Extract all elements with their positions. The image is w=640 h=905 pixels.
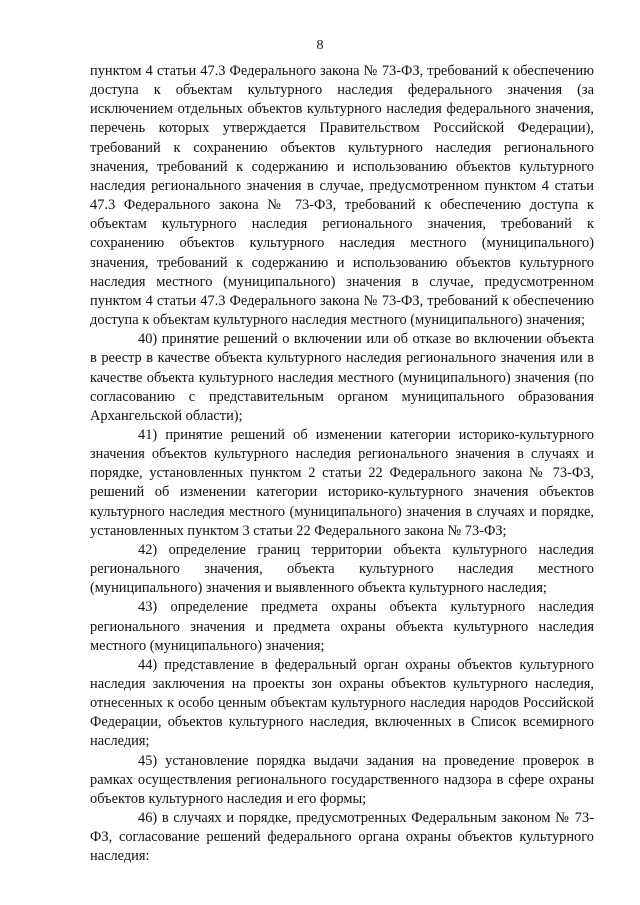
list-item-46: 46) в случаях и порядке, предусмотренных Федеральным законом № 73-ФЗ, согласование решений федерального органа охраны объектов культурного наследия: — [90, 810, 594, 865]
list-item-41: 41) принятие решений об изменении категории историко-культурного значения объектов культурного наследия регионального значения в случаях и порядке, установленных пунктом 2 статьи 22 Федерального закона № 73-ФЗ, решений об изменении категории историко-культурного значения объектов культурного наследия местного (муниципального) значения в случаях и порядке, установленных пунктом 3 статьи 22 Федерального закона № 73-ФЗ; — [90, 426, 594, 539]
list-item-45: 45) установление порядка выдачи задания на проведение проверок в рамках осуществления регионального государственного надзора в сфере охраны объектов культурного наследия и его формы; — [90, 752, 594, 807]
list-item-42: 42) определение границ территории объекта культурного наследия регионального значения, объекта культурного наследия местного (муниципального) значения и выявленного объекта культурного наследия; — [90, 541, 594, 597]
document-body — [90, 62, 594, 867]
list-item-40: 40) принятие решений о включении или об отказе во включении объекта в реестр в качестве объекта культурного наследия регионального значения или в качестве объекта культурного наследия местного (муниципального) значения (по согласованию с представительным органом муниципального образования Архангельской области); — [90, 331, 594, 424]
page-number: 8 — [316, 38, 324, 53]
paragraph-continuation: пунктом 4 статьи 47.3 Федерального закона № 73-ФЗ, требований к обеспечению доступа к объектам культурного наследия федерального значения (за исключением отдельных объектов культурного наследия федерального значения, перечень которых утверждается Правительством Российской Федерации), требований к сохранению объектов культурного наследия регионального значения, требований к содержанию и использованию объектов культурного наследия регионального значения в случае, предусмотренном пунктом 4 статьи 47.3 Федерального закона № 73-ФЗ, требований к обеспечению доступа к объектам культурного наследия регионального значения, требований к сохранению объектов культурного наследия местного (муниципального) значения, требований к содержанию и использованию объектов культурного наследия местного (муниципального) значения в случае, предусмотренном пунктом 4 статьи 47.3 Федерального закона № 73-ФЗ, требований к обеспечению доступа к объектам культурного наследия местного (муниципального) значения; — [90, 63, 594, 329]
list-item-43: 43) определение предмета охраны объекта культурного наследия регионального значения и предмета охраны объекта культурного наследия местного (муниципального) значения; — [90, 599, 594, 654]
list-item-44: 44) представление в федеральный орган охраны объектов культурного наследия заключения на проекты зон охраны объектов культурного наследия, отнесенных к особо ценным объектам культурного наследия народов Российской Федерации, объектов культурного наследия, включенных в Список всемирного наследия; — [90, 656, 594, 750]
